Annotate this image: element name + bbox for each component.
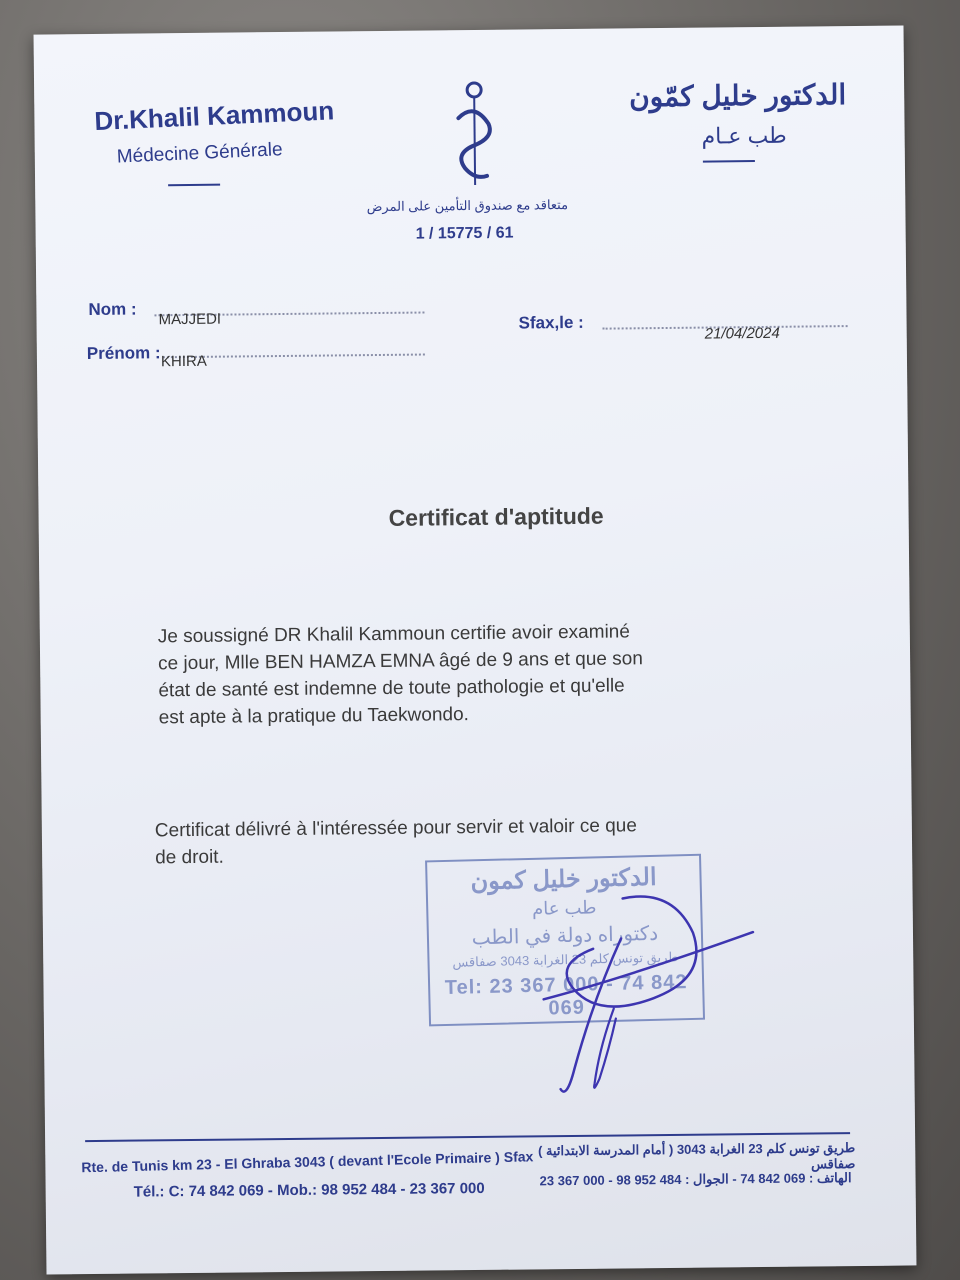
body-line: ce jour, Mlle BEN HAMZA EMNA âgé de 9 ans et que son (158, 648, 643, 675)
signature-icon (502, 877, 764, 1110)
stamp-line: طريق تونس كلم 23 الغرابة 3043 صفاقس (452, 949, 679, 970)
nom-value: MAJJEDI (158, 310, 222, 329)
doctor-name-fr: Dr.Khalil Kammoun (93, 95, 335, 137)
footer-address-fr: Rte. de Tunis km 23 - El Ghraba 3043 ( devant l'Ecole Primaire ) Sfax (81, 1148, 534, 1176)
stamp-line: الدكتور خليل كمون (470, 863, 657, 896)
caduceus-icon (444, 80, 505, 191)
doctor-name-ar: الدكتور خليل كمّون (628, 79, 847, 113)
prenom-label: Prénom : (86, 343, 161, 364)
body-line: est apte à la pratique du Taekwondo. (158, 704, 470, 729)
convention-ar: متعاقد مع صندوق التأمين على المرض (366, 197, 569, 215)
footer-phones-ar: الهاتف : 069 842 74 - الجوال : 484 952 98 - 000 367 23 (539, 1170, 852, 1189)
body-line: Je soussigné DR Khalil Kammoun certifie avoir examiné (157, 621, 630, 648)
date-value: 21/04/2024 (704, 324, 780, 343)
certificate-title: Certificat d'aptitude (388, 502, 604, 531)
footer-address-ar: طريق تونس كلم 23 الغرابة 3043 ( أمام المدرسة الابتدائية ) صفاقس (537, 1140, 856, 1172)
specialty-fr: Médecine Générale (116, 139, 283, 168)
prenom-value: KHIRA (160, 352, 207, 371)
stamp-phone: Tel: 23 367 000 - 74 842 069 (444, 971, 688, 1020)
body-line: état de santé est indemne de toute pathologie et qu'elle (158, 675, 625, 702)
closing-line: Certificat délivré à l'intéressée pour servir et valoir ce que (154, 815, 637, 842)
convention-number: 1 / 15775 / 61 (415, 224, 514, 243)
certificate-paper (34, 25, 917, 1274)
stamp-line: طب عام (531, 897, 597, 919)
closing-line: de droit. (155, 846, 224, 869)
header-divider-left (168, 184, 220, 187)
footer-phones-fr: Tél.: C: 74 842 069 - Mob.: 98 952 484 - 23 367 000 (133, 1179, 485, 1201)
nom-label: Nom : (88, 299, 137, 320)
place-label: Sfax,le : (518, 312, 584, 333)
stamp-line: دكتوراه دولة في الطب (471, 922, 659, 950)
specialty-ar: طب عـام (701, 122, 787, 149)
certificate-body (158, 617, 799, 732)
header-divider-right (703, 160, 755, 163)
